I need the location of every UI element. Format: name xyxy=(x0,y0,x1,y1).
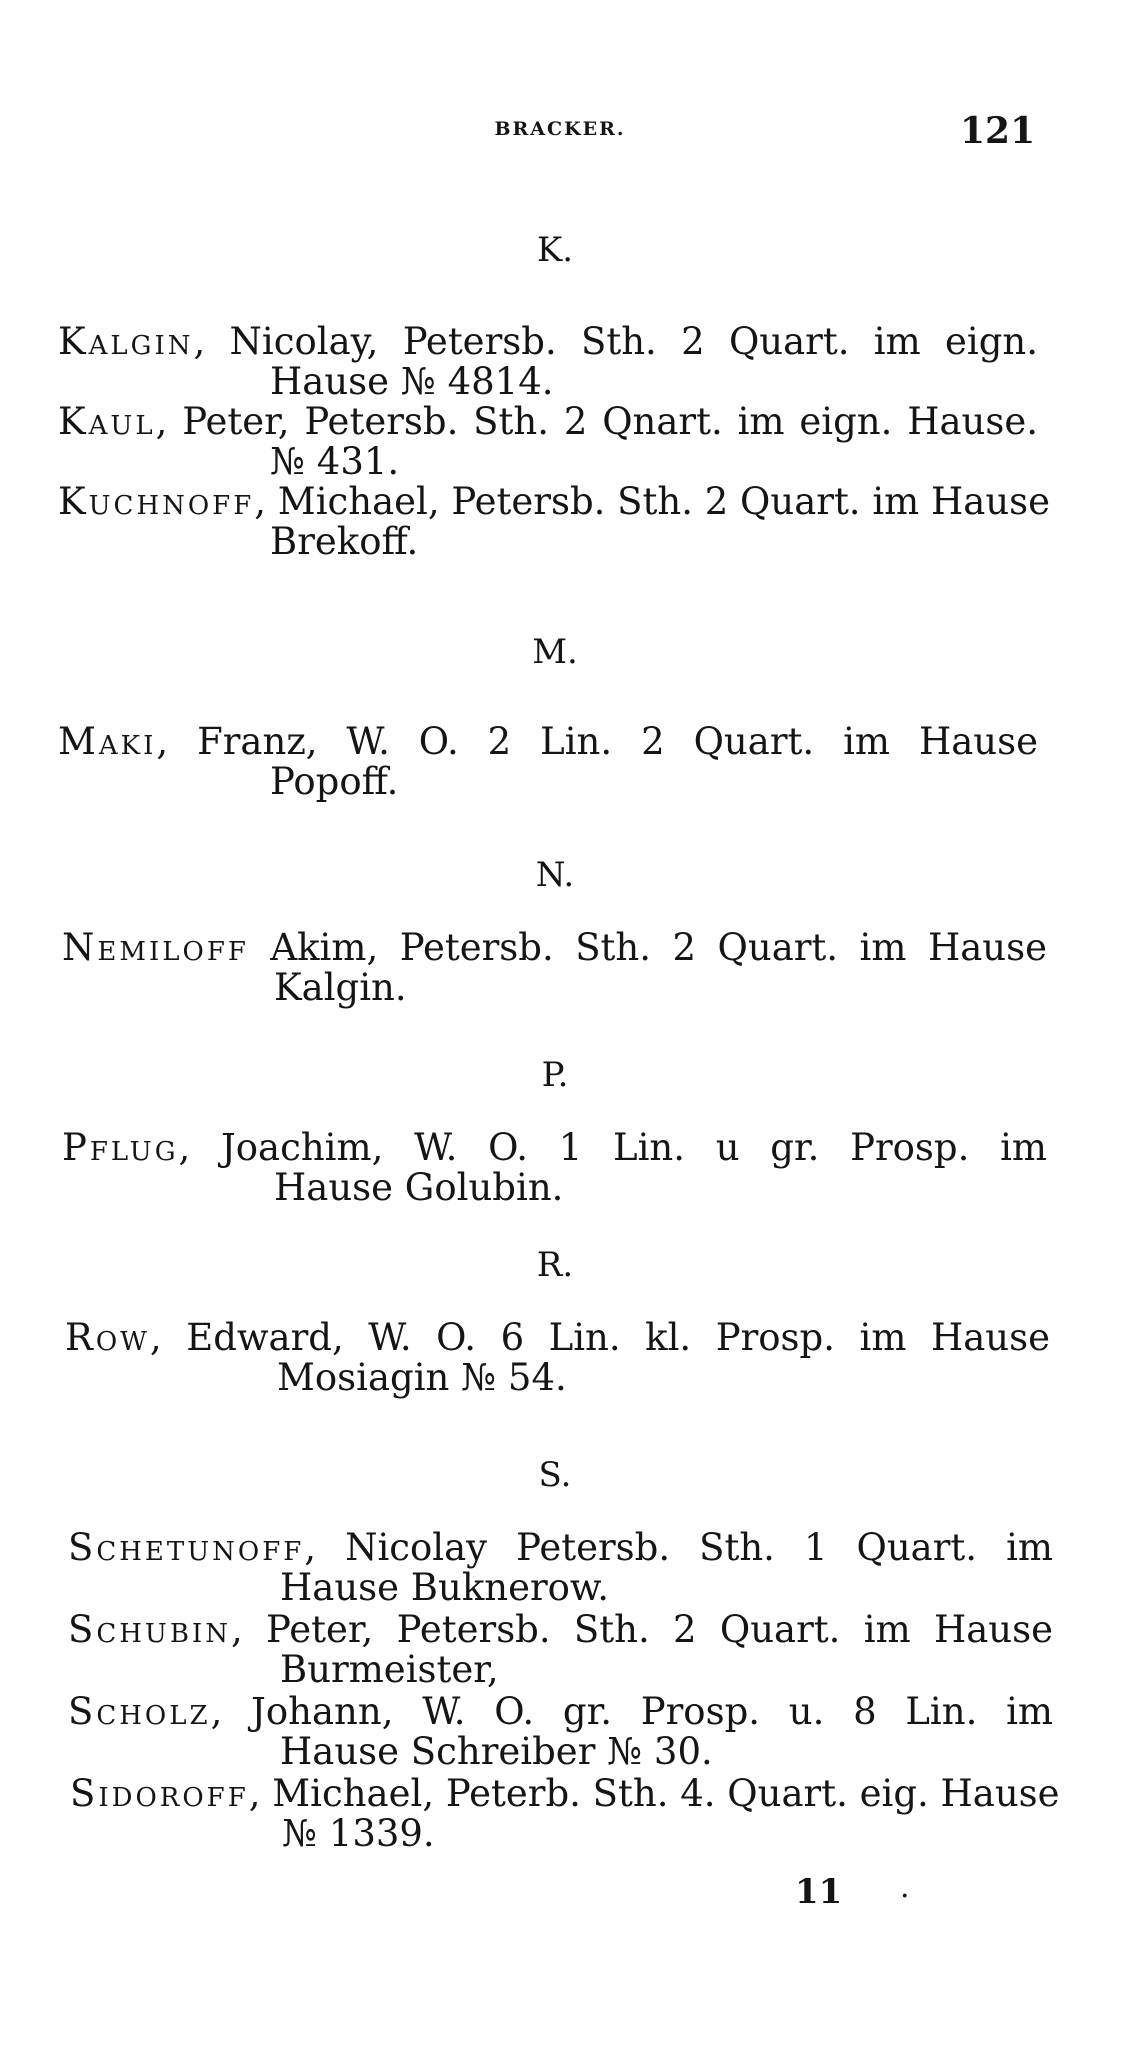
entry-surname: Maki xyxy=(58,720,157,763)
entry-text: , Michael, Peterb. Sth. 4. Quart. eig. Hause xyxy=(248,1772,1060,1815)
entry-surname: Pflug xyxy=(62,1126,179,1169)
entry-continuation: № 1339. xyxy=(282,1812,435,1855)
entry-surname: Schubin xyxy=(68,1608,231,1651)
entry-surname: Kalgin xyxy=(58,320,194,363)
running-head: BRACKER. xyxy=(494,118,626,140)
entry-text: , Franz, W. O. 2 Lin. 2 Quart. im Hause xyxy=(156,720,1038,763)
list-item xyxy=(58,722,1038,802)
list-item xyxy=(58,402,1038,482)
list-item xyxy=(70,1772,1060,1855)
entry-continuation: Burmeister, xyxy=(280,1648,499,1691)
list-item xyxy=(62,1128,1047,1208)
list-item xyxy=(62,928,1047,1008)
entry-continuation: № 431. xyxy=(270,440,400,483)
entry-continuation: Hause Buknerow. xyxy=(280,1566,609,1609)
section-letter-m: M. xyxy=(532,632,578,672)
entry-continuation: Kalgin. xyxy=(274,966,407,1009)
entry-surname: Sidoroff xyxy=(70,1772,249,1815)
section-letter-s: S. xyxy=(538,1455,572,1495)
entry-text: , Nicolay Petersb. Sth. 1 Quart. im xyxy=(304,1526,1053,1569)
list-item xyxy=(58,322,1038,402)
entry-text: , Johann, W. O. gr. Prosp. u. 8 Lin. im xyxy=(210,1690,1053,1733)
entry-text: , Edward, W. O. 6 Lin. kl. Prosp. im Hause xyxy=(149,1316,1050,1359)
entry-continuation: Hause Golubin. xyxy=(274,1166,564,1209)
entry-text: , Michael, Petersb. Sth. 2 Quart. im Hause xyxy=(254,480,1051,523)
section-letter-r: R. xyxy=(536,1245,574,1285)
entry-surname: Schetunoff xyxy=(68,1526,305,1569)
entry-text: , Nicolay, Petersb. Sth. 2 Quart. im eign. xyxy=(193,320,1038,363)
list-item xyxy=(58,480,1051,563)
entry-surname: Kuchnoff xyxy=(58,480,255,523)
section-letter-k: K. xyxy=(536,230,574,270)
entry-continuation: Mosiagin № 54. xyxy=(277,1356,567,1399)
footer-dot: . xyxy=(900,1870,910,1905)
section-letter-p: P. xyxy=(541,1055,569,1095)
page-number: 121 xyxy=(960,110,1036,152)
list-item xyxy=(68,1692,1053,1772)
printer-signature-mark: 11 xyxy=(795,1872,843,1912)
entry-surname: Row xyxy=(65,1316,150,1359)
entry-continuation: Hause Schreiber № 30. xyxy=(280,1730,713,1773)
entry-text: , Peter, Petersb. Sth. 2 Quart. im Hause xyxy=(230,1608,1053,1651)
entry-text: Akim, Petersb. Sth. 2 Quart. im Hause xyxy=(248,926,1047,969)
section-letter-n: N. xyxy=(535,855,575,895)
entry-continuation: Popoff. xyxy=(270,760,399,803)
list-item xyxy=(68,1528,1053,1608)
entry-text: , Peter, Petersb. Sth. 2 Qnart. im eign. Hause. xyxy=(155,400,1038,443)
entry-surname: Nemiloff xyxy=(62,926,249,969)
entry-continuation: Brekoff. xyxy=(270,520,419,563)
entry-surname: Kaul xyxy=(58,400,156,443)
entry-surname: Scholz xyxy=(68,1690,211,1733)
entry-text: , Joachim, W. O. 1 Lin. u gr. Prosp. im xyxy=(178,1126,1047,1169)
list-item xyxy=(68,1610,1053,1690)
list-item xyxy=(65,1318,1050,1398)
entry-continuation: Hause № 4814. xyxy=(270,360,554,403)
